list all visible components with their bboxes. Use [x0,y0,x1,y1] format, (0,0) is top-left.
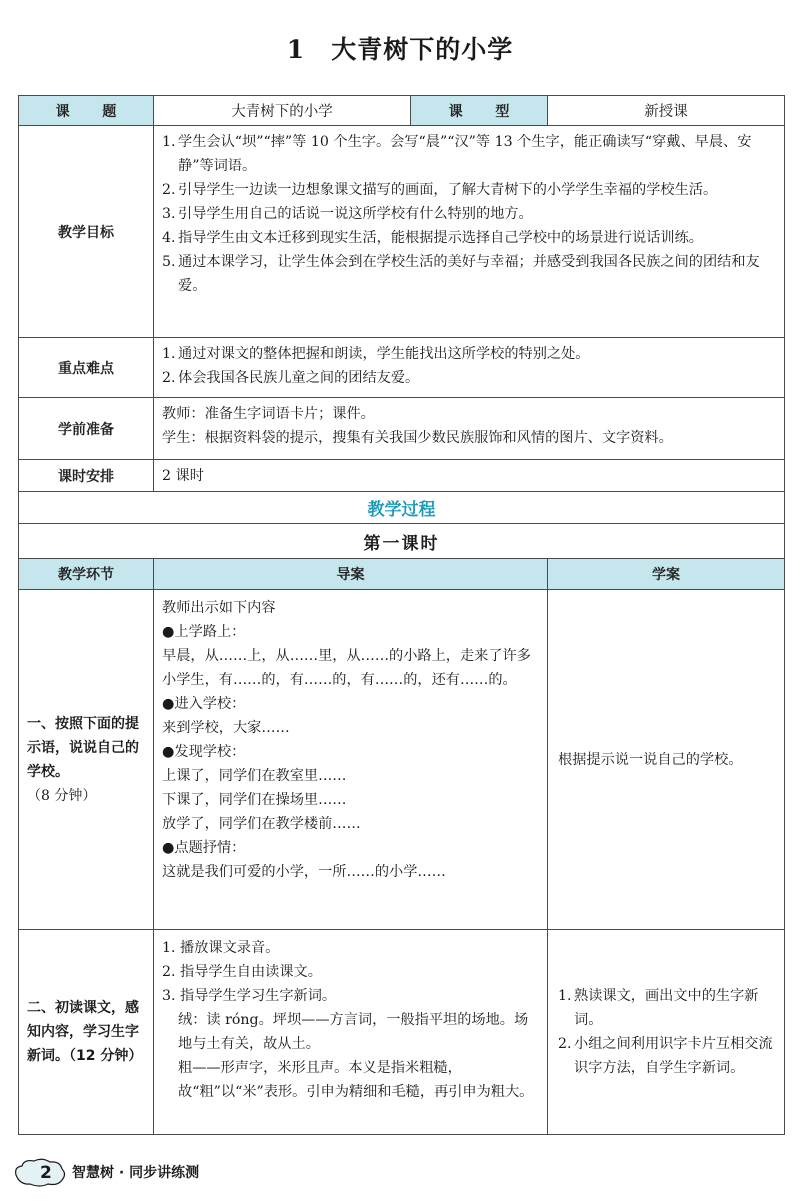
guide-text: 来到学校，大家…… [162,720,290,736]
step2-study [548,930,785,1135]
goals-label: 教学目标 [19,126,154,338]
goal-item: 3. 引导学生用自己的话说一说这所学校有什么特别的地方。 [162,206,533,222]
col-guide-header: 导案 [154,559,548,590]
guide-item: 3. 指导学生学习生字新词。 [162,988,337,1004]
lesson-title: 大青树下的小学 [331,35,514,64]
step1-guide [154,590,548,930]
prep-teacher: 教师：准备生字词语卡片；课件。 [162,406,375,422]
goal-item: 5. 通过本课学习，让学生体会到在学校生活的美好与幸福；并感受到我国各民族之间的团结和友爱。 [162,254,760,294]
process-heading: 教学过程 [19,492,785,524]
page-title [0,30,800,70]
study-item: 2. 小组之间利用识字卡片互相交流识字方法，自学生字新词。 [558,1036,773,1076]
step1-label: 一、按照下面的提示语，说说自己的学校。 （8 分钟） [19,590,154,930]
guide-text: 早晨，从……上，从……里，从……的小路上，走来了许多小学生，有……的，有……的，有……的，还有……的。 [162,648,531,688]
page-footer [10,1152,410,1192]
key-points-content [154,338,785,398]
guide-text: 这就是我们可爱的小学，一所……的小学…… [162,864,446,880]
study-item: 1. 熟读课文，画出文中的生字新词。 [558,988,759,1028]
goal-item: 4. 指导学生由文本迁移到现实生活，能根据提示选择自己学校中的场景进行说话训练。 [162,230,703,246]
schedule-label: 课时安排 [19,460,154,492]
key-points-label: 重点难点 [19,338,154,398]
guide-bullet: ●上学路上： [162,624,246,640]
footer-brand: 智慧树 · 同步讲练测 [72,1165,200,1181]
guide-item: 2. 指导学生自由读课文。 [162,964,322,980]
guide-text: 上课了，同学们在教室里…… [162,768,347,784]
topic-label: 课 题 [19,96,154,126]
column-header-row [19,559,785,590]
step1-time: （8 分钟） [27,787,97,804]
key-point-item: 2. 体会我国各民族儿童之间的团结友爱。 [162,370,420,386]
page-number: 2 [40,1163,52,1183]
guide-word-note: 粗——形声字，米形且声。本义是指米粗糙，故“粗”以“米”表形。引申为精细和毛糙，再引申为粗大。 [178,1060,534,1100]
lesson-plan-table [18,95,785,1135]
step1-study: 根据提示说一说自己的学校。 [548,590,785,930]
lesson-number: 1 [286,35,306,64]
prep-row [19,398,785,460]
cloud-badge-icon [10,1155,68,1189]
prep-student: 学生：根据资料袋的提示，搜集有关我国少数民族服饰和风情的图片、文字资料。 [162,430,673,446]
process-heading-row [19,492,785,524]
prep-content [154,398,785,460]
key-points-row [19,338,785,398]
step2-guide [154,930,548,1135]
goal-item: 2. 引导学生一边读一边想象课文描写的画面，了解大青树下的小学学生幸福的学校生活。 [162,182,718,198]
page-number-badge [10,1155,68,1189]
step1-row [19,590,785,930]
guide-bullet: ●点题抒情： [162,840,246,856]
guide-word-note: 绒：读 róng。坪坝——方言词，一般指平坦的场地。场地与土有关，故从土。 [178,1012,529,1052]
key-point-item: 1. 通过对课文的整体把握和朗读，学生能找出这所学校的特别之处。 [162,346,590,362]
type-label: 课 型 [411,96,548,126]
schedule-row [19,460,785,492]
step2-label: 二、初读课文，感知内容，学习生字新词。（12 分钟） [19,930,154,1135]
lesson-heading: 第一课时 [19,524,785,559]
type-value: 新授课 [548,96,785,126]
col-study-header: 学案 [548,559,785,590]
info-row [19,96,785,126]
goal-item: 1. 学生会认“坝”“摔”等 10 个生字。会写“晨”“汉”等 13 个生字，能正确读写“穿戴、早晨、安静”等词语。 [162,134,752,174]
schedule-value: 2 课时 [154,460,785,492]
col-step-header: 教学环节 [19,559,154,590]
guide-bullet: ●进入学校： [162,696,246,712]
prep-label: 学前准备 [19,398,154,460]
guide-text: 放学了，同学们在教学楼前…… [162,816,361,832]
guide-text: 下课了，同学们在操场里…… [162,792,347,808]
guide-item: 1. 播放课文录音。 [162,940,280,956]
step2-row [19,930,785,1135]
guide-intro: 教师出示如下内容 [162,600,276,616]
topic-value: 大青树下的小学 [154,96,411,126]
lesson-heading-row [19,524,785,559]
goals-content [154,126,785,338]
goals-row [19,126,785,338]
guide-bullet: ●发现学校： [162,744,246,760]
